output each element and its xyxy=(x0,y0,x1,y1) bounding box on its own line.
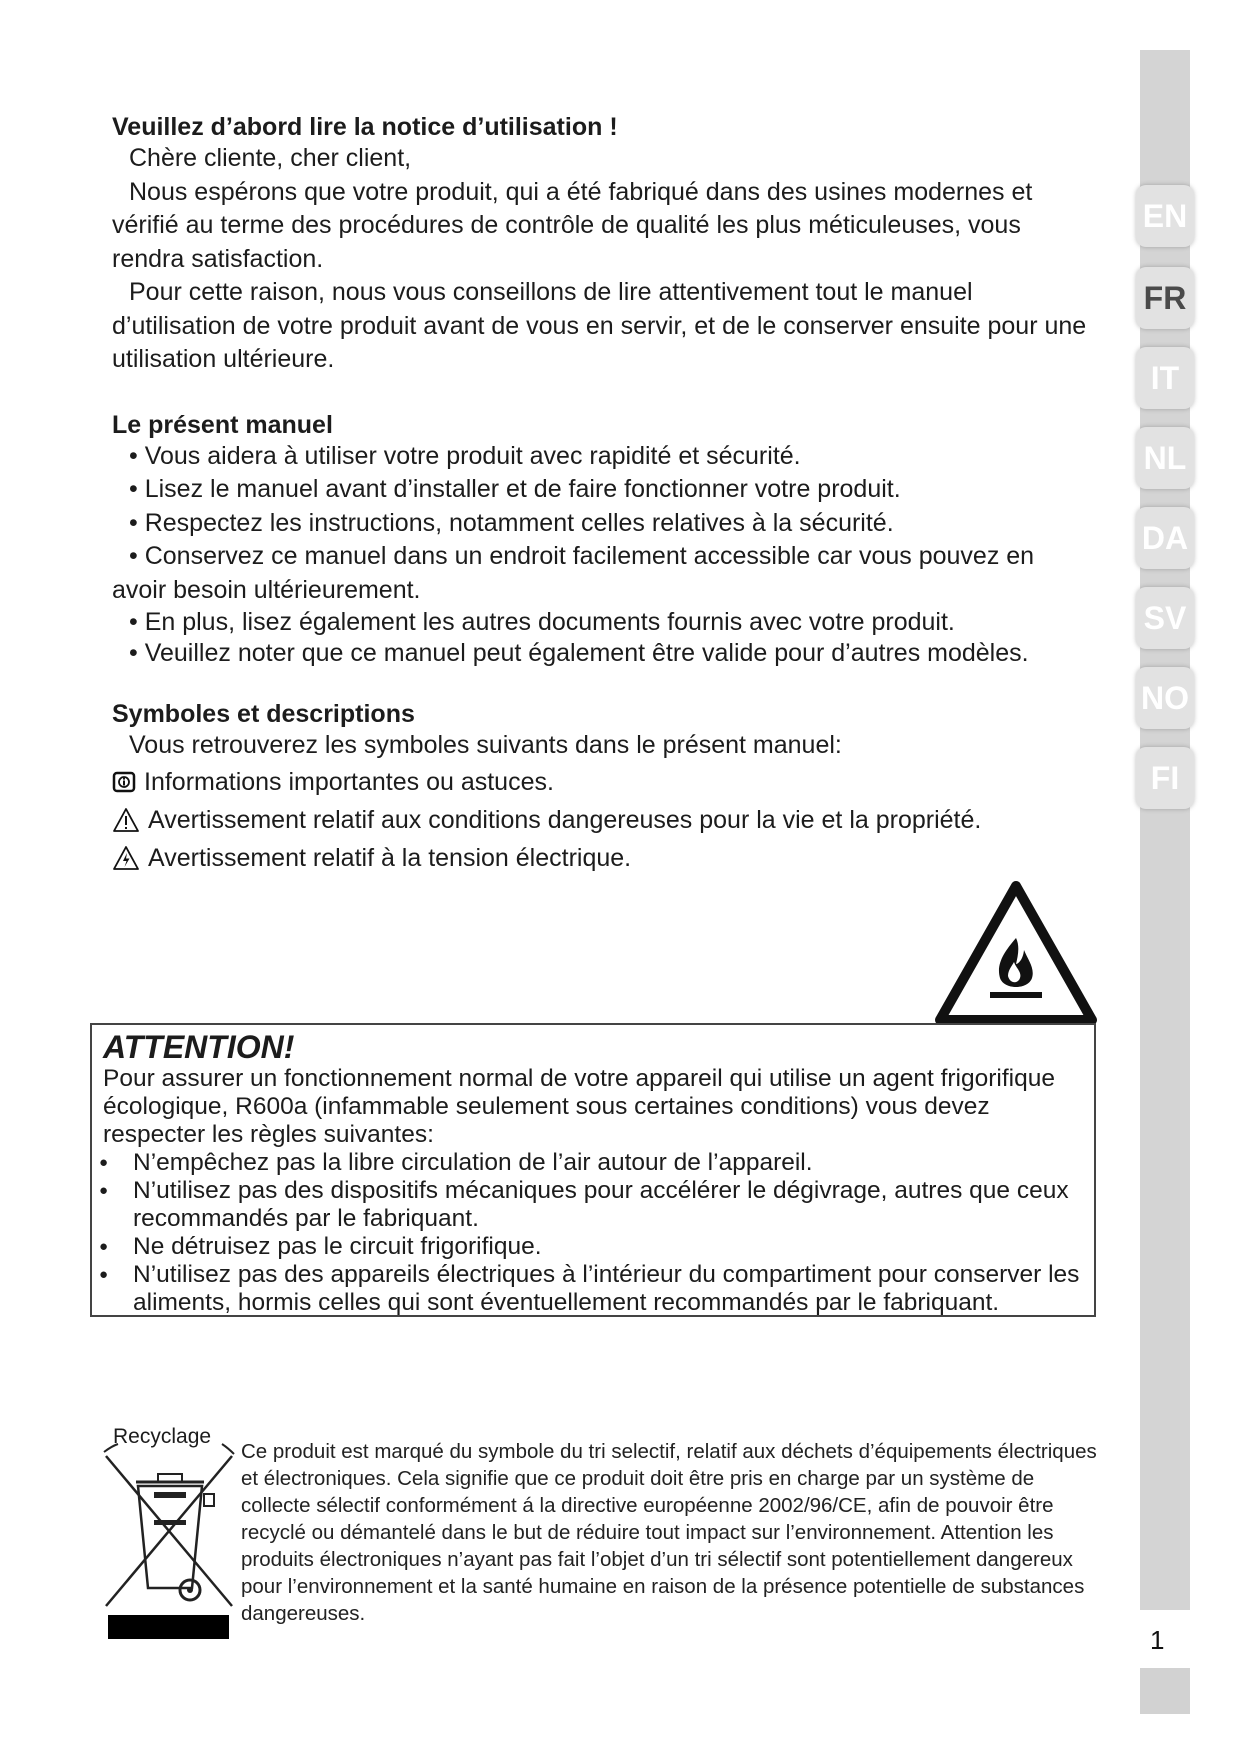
recycling-label: Recyclage xyxy=(113,1425,212,1448)
warning-icon xyxy=(112,807,140,833)
symbols-intro: Vous retrouverez les symboles suivants dans le présent manuel: xyxy=(129,731,842,759)
main-content xyxy=(112,112,1092,877)
info-icon xyxy=(112,770,136,794)
language-sidebar xyxy=(1140,50,1190,1610)
manual-item: • Respectez les instructions, notamment celles relatives à la sécurité. xyxy=(129,508,894,537)
symbol-row: Avertissement relatif à la tension électrique. xyxy=(112,839,1092,877)
tab-no[interactable]: NO xyxy=(1136,667,1194,729)
recycling-text: Ce produit est marqué du symbole du tri selectif, relatif aux déchets d’équipements électriques et électroniques. Cela signifie que ce produit doit être pris en charge par un système de collecte sélectif conformément á la directive européenne 2002/96/CE, afin de pouvoir être recyclé ou démantelé dans le but de réduire tout impact sur l’environnement. Attention les produits électroniques n’ayant pas fait l’objet d’un tri sélectif sont potentiellement dangereux pour l’environnement et la santé humaine en raison de la présence potentielle de substances dangereuses. xyxy=(241,1440,1097,1625)
tab-en[interactable]: EN xyxy=(1136,185,1194,247)
manual-item: • Vous aidera à utiliser votre produit avec rapidité et sécurité. xyxy=(129,441,801,470)
intro-title: Veuillez d’abord lire la notice d’utilisation ! xyxy=(112,113,618,141)
manual-item: • Conservez ce manuel dans un endroit facilement accessible car vous pouvez en avoir besoin ultérieurement. xyxy=(112,542,1035,604)
list-item: ● N’utilisez pas des appareils électriques à l’intérieur du compartiment pour conserver les aliments, hormis celles qui sont éventuellement recommandés par le fabriquant. xyxy=(103,1261,1086,1317)
attention-title: ATTENTION! xyxy=(103,1029,295,1065)
tab-it[interactable]: IT xyxy=(1136,347,1194,409)
manual-item: • En plus, lisez également les autres documents fournis avec votre produit. xyxy=(129,608,955,636)
tab-da[interactable]: DA xyxy=(1136,507,1194,569)
list-item: ● N’utilisez pas des dispositifs mécaniques pour accélérer le dégivrage, autres que ceux recommandés par le fabriquant. xyxy=(103,1177,1086,1233)
manual-item: • Veuillez noter que ce manuel peut également être valide pour d’autres modèles. xyxy=(129,639,1029,667)
tab-fi[interactable]: FI xyxy=(1136,747,1194,809)
intro-paragraph-2: Pour cette raison, nous vous conseillons de lire attentivement tout le manuel d’utilisation de votre produit avant de vous en servir, et de le conserver ensuite pour une utilisation ultérieure. xyxy=(112,278,1087,373)
tab-sv[interactable]: SV xyxy=(1136,587,1194,649)
tab-fr[interactable]: FR xyxy=(1136,267,1194,329)
symbols-title: Symboles et descriptions xyxy=(112,700,415,728)
list-item: ● Ne détruisez pas le circuit frigorifique. xyxy=(103,1233,1086,1261)
list-item: ● N’empêchez pas la libre circulation de l’air autour de l’appareil. xyxy=(103,1149,1086,1177)
attention-text: Pour assurer un fonctionnement normal de votre appareil qui utilise un agent frigorifique écologique, R600a (infammable seulement sous certaines conditions) vous devez respecter les règles suivantes: xyxy=(103,1065,1055,1148)
manual-title: Le présent manuel xyxy=(112,410,333,439)
manual-item: • Lisez le manuel avant d’installer et de faire fonctionner votre produit. xyxy=(129,475,901,503)
intro-paragraph-1: Nous espérons que votre produit, qui a été fabriqué dans des usines modernes et vérifié au terme des procédures de contrôle de qualité les plus méticuleuses, vous rendra satisfaction. xyxy=(112,177,1033,273)
tab-nl[interactable]: NL xyxy=(1136,427,1194,489)
sidebar-footer-block xyxy=(1140,1668,1190,1714)
page-number: 1 xyxy=(1150,1625,1165,1655)
electric-warning-icon xyxy=(112,845,140,871)
flammable-warning-icon xyxy=(934,880,1098,1026)
symbol-row: Avertissement relatif aux conditions dangereuses pour la vie et la propriété. xyxy=(112,801,1092,839)
weee-black-bar xyxy=(108,1615,229,1639)
intro-greeting: Chère cliente, cher client, xyxy=(129,144,412,172)
attention-list xyxy=(103,1149,1086,1317)
attention-box xyxy=(90,1023,1096,1317)
crossed-bin-icon xyxy=(100,1440,240,1615)
symbol-row: Informations importantes ou astuces. xyxy=(112,763,1092,801)
